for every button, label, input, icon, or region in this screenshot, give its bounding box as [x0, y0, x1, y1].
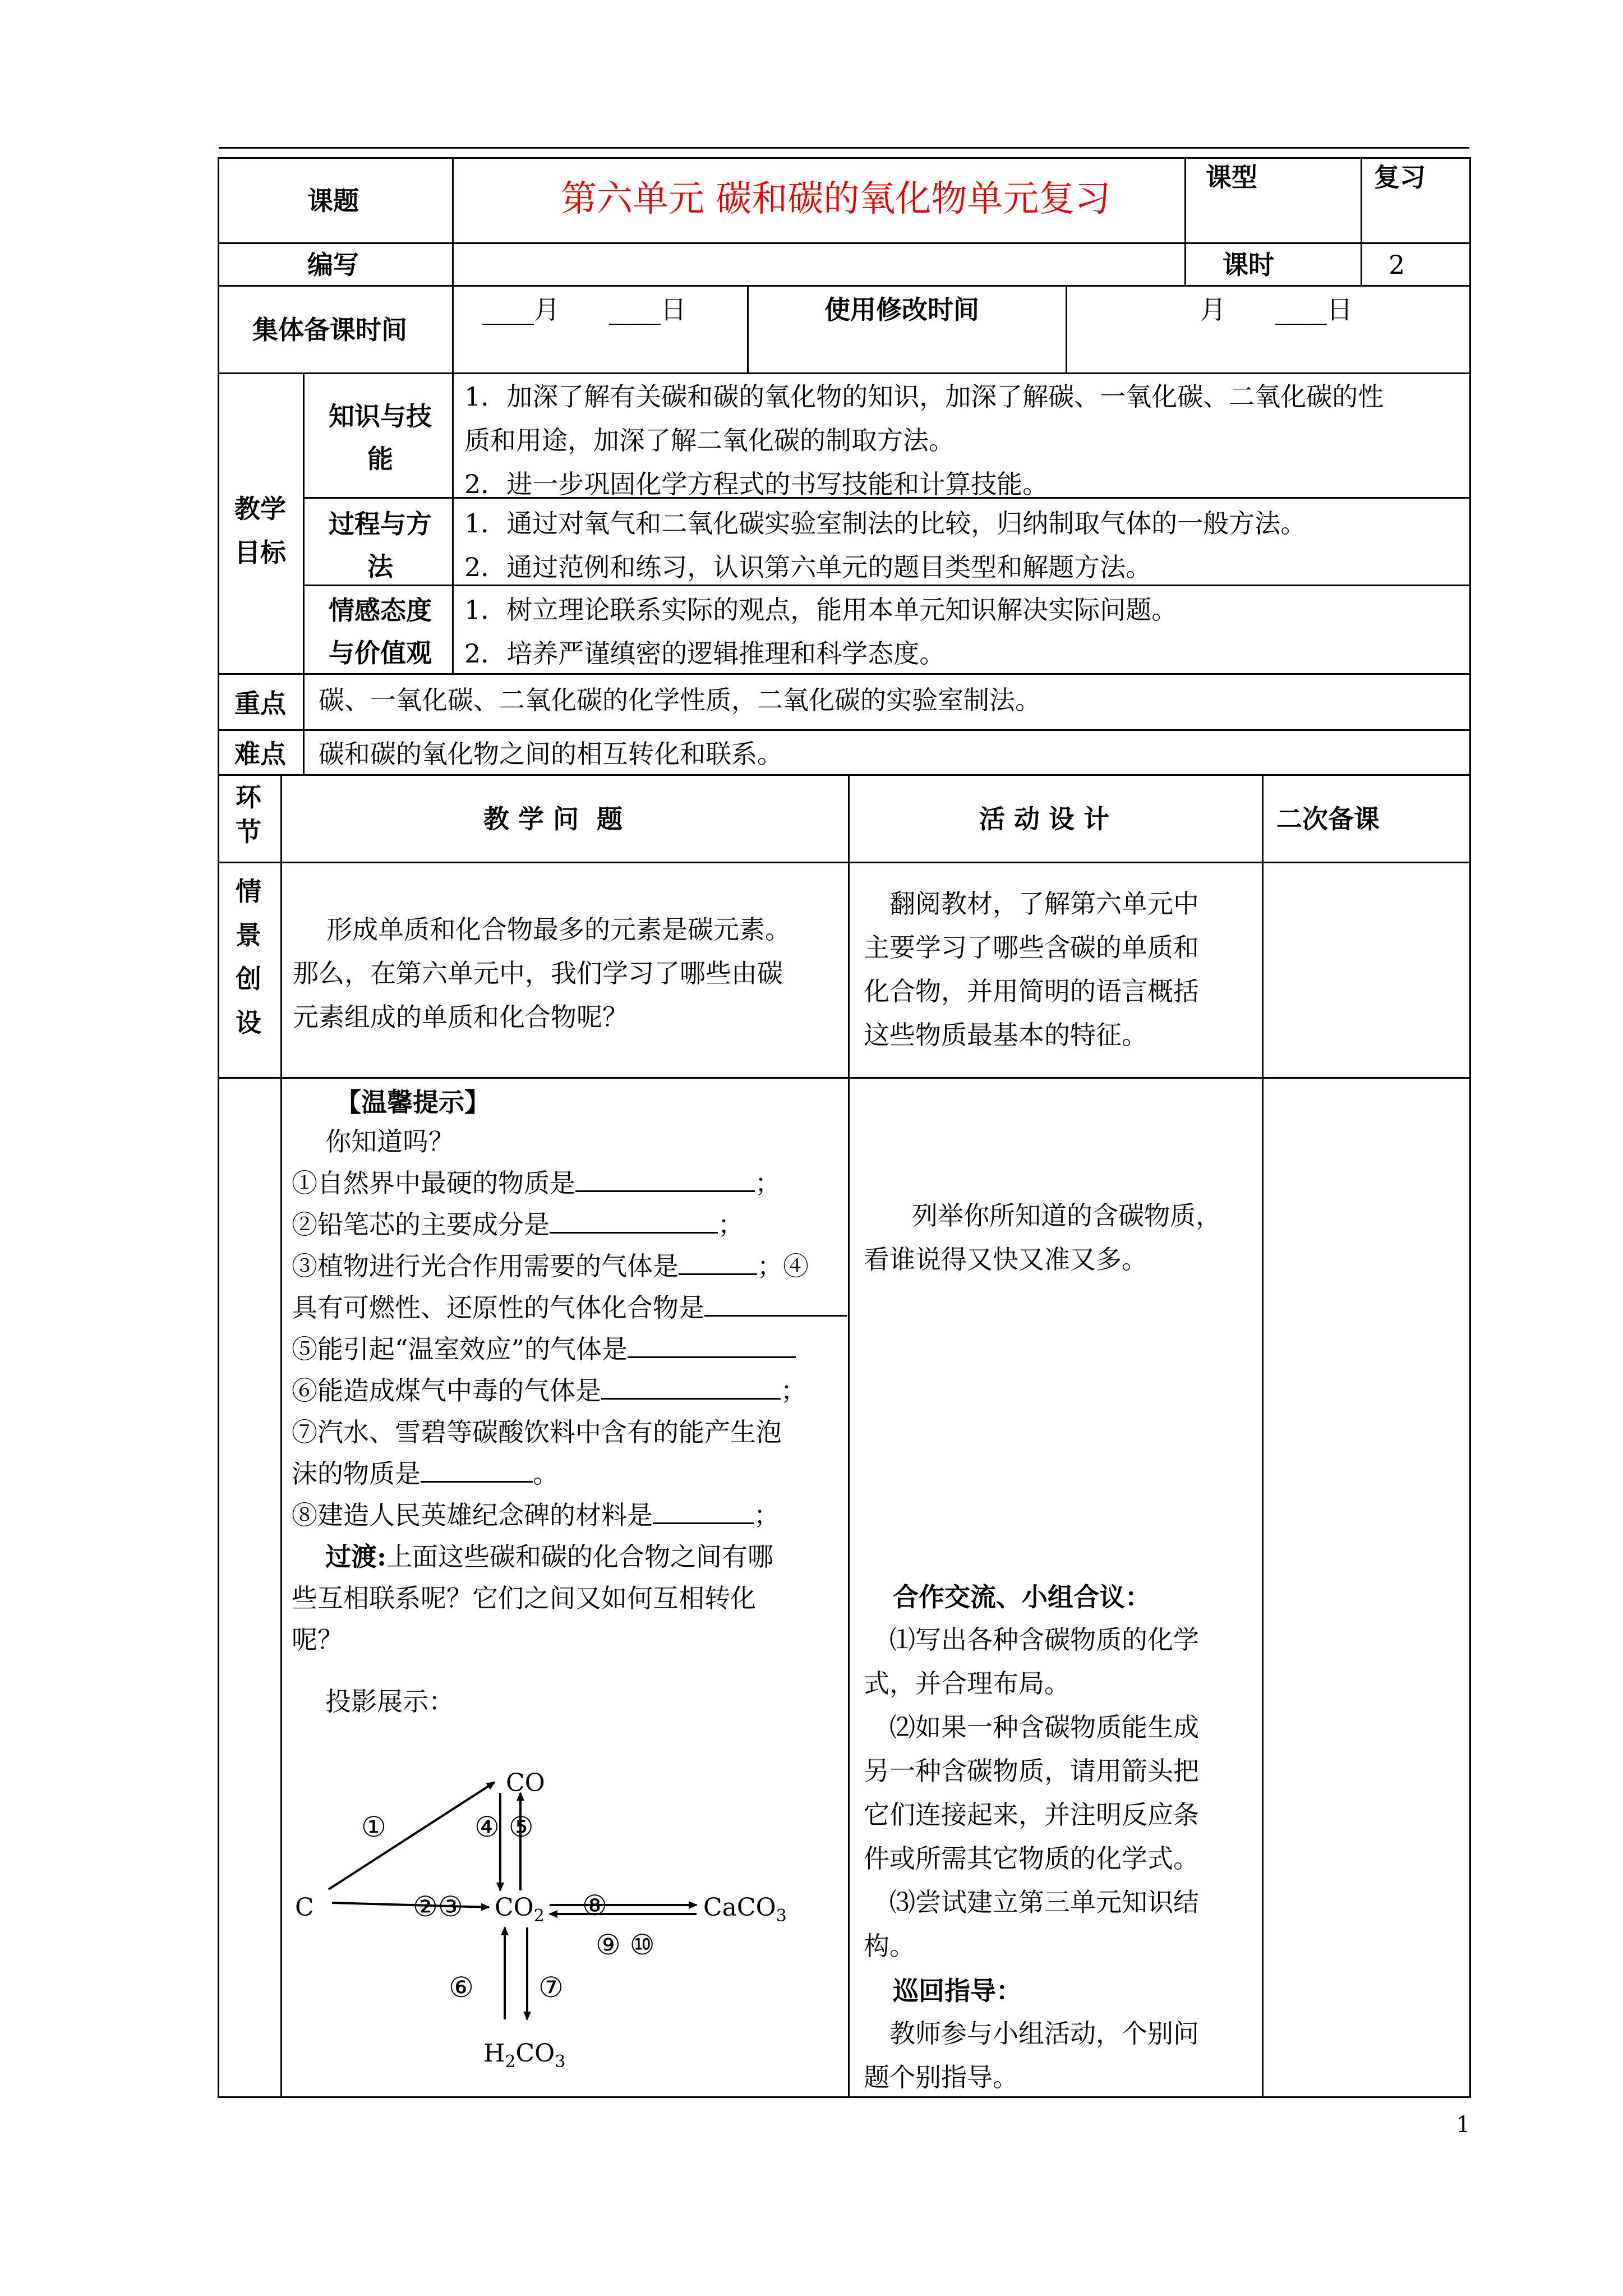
- tips-q4: [292, 1286, 847, 1329]
- coop-line-2: 式，并合理布局。: [864, 1668, 1070, 1699]
- key-point-label: 重点: [234, 688, 286, 719]
- tips-q8: [292, 1493, 780, 1537]
- label-c: C: [295, 1893, 314, 1922]
- attitude-label: 情感态度与价值观: [329, 595, 432, 668]
- lesson-label: 课题: [307, 186, 359, 216]
- tips-q6-end: ；: [781, 1375, 806, 1406]
- tips-q1-end: ；: [755, 1168, 781, 1198]
- col-stage: 环节: [236, 782, 261, 847]
- tips-q7a: ⑦汽水、雪碧等碳酸饮料中含有的能产生泡: [292, 1417, 782, 1447]
- scene-question-line-2: 那么，在第六单元中，我们学习了哪些由碳: [293, 958, 783, 988]
- difficulty-label: 难点: [234, 739, 286, 769]
- blank-5[interactable]: [628, 1331, 796, 1358]
- label-n1: ①: [361, 1811, 386, 1843]
- knowledge-text: [464, 375, 1468, 506]
- blank-6[interactable]: [601, 1372, 781, 1400]
- scene-activity-line-4: 这些物质最基本的特征。: [864, 1020, 1147, 1050]
- tips-q3-end: ；④: [757, 1251, 809, 1281]
- key-point-text: 碳、一氧化碳、二氧化碳的化学性质，二氧化碳的实验室制法。: [319, 685, 1041, 715]
- process-line-2: 2．通过范例和练习，认识第六单元的题目类型和解题方法。: [464, 552, 1152, 582]
- transition-line-1: [325, 1535, 773, 1579]
- knowledge-line-1: 1．加深了解有关碳和碳的氧化物的知识，加深了解碳、一氧化碳、二氧化碳的性: [464, 381, 1384, 412]
- scene-activity-line-1: 翻阅教材，了解第六单元中: [889, 889, 1199, 919]
- tips-q1-text: ①自然界中最硬的物质是: [292, 1168, 575, 1198]
- tips-intro: 你知道吗？: [325, 1126, 454, 1157]
- blank-3[interactable]: [679, 1248, 757, 1275]
- scene-question-line-1: 形成单质和化合物最多的元素是碳元素。: [326, 914, 791, 945]
- period-label: 课时: [1223, 250, 1274, 280]
- scene-stage: 情景创设: [236, 876, 261, 1038]
- tips-q8-end: ；: [754, 1500, 780, 1530]
- attitude-line-1: 1．树立理论联系实际的观点，能用本单元知识解决实际问题。: [464, 595, 1178, 625]
- label-co: CO: [506, 1769, 545, 1797]
- label-co2-text: CO: [495, 1893, 534, 1922]
- label-n910: ⑨ ⑩: [596, 1929, 655, 1961]
- coop-line-6: 件或所需其它物质的化学式。: [864, 1843, 1199, 1874]
- page-number: 1: [1456, 2112, 1470, 2138]
- transition-line-3: 呢？: [292, 1625, 343, 1655]
- tips-q3: [292, 1244, 809, 1288]
- scene-question-line-3: 元素组成的单质和化合物呢？: [293, 1002, 628, 1032]
- blank-4[interactable]: [704, 1289, 847, 1317]
- top-rule: [219, 147, 1469, 149]
- transition-text-1: 上面这些碳和碳的化合物之间有哪: [386, 1542, 773, 1572]
- coop-line-4: 另一种含碳物质，请用箭头把: [864, 1756, 1199, 1786]
- scene-activity-line-3: 化合物，并用简明的语言概括: [864, 976, 1199, 1006]
- blank-7[interactable]: [421, 1455, 533, 1483]
- label-h2co3-co: CO: [515, 2039, 555, 2068]
- tips-q3-text: ③植物进行光合作用需要的气体是: [292, 1251, 679, 1281]
- label-co2-sub: 2: [533, 1906, 545, 1926]
- label-co2: [495, 1894, 545, 1930]
- blank-1[interactable]: [575, 1165, 755, 1192]
- label-h2co3-sub: 3: [555, 2052, 566, 2072]
- process-text: [464, 501, 1468, 589]
- list-line-2: 看谁说得又快又准又多。: [864, 1244, 1147, 1274]
- tips-title: 【温馨提示】: [335, 1087, 490, 1117]
- transition-line-2: 些互相联系呢？它们之间又如何互相转化: [292, 1583, 756, 1613]
- coop-line-7: ⑶尝试建立第三单元知识结: [889, 1887, 1199, 1917]
- guide-line-2: 题个别指导。: [864, 2062, 1018, 2092]
- label-h2co3-h-sub: 2: [505, 2052, 516, 2072]
- revise-time-value: 月 ____日: [1200, 295, 1353, 325]
- tips-q5-text: ⑤能引起“温室效应”的气体是: [292, 1334, 628, 1364]
- col-question: 教 学 问 题: [483, 804, 623, 834]
- blank-2[interactable]: [550, 1206, 718, 1234]
- difficulty-text: 碳和碳的氧化物之间的相互转化和联系。: [319, 739, 783, 769]
- list-line-1: 列举你所知道的含碳物质，: [912, 1200, 1221, 1231]
- scene-activity: [864, 882, 1256, 1057]
- label-h2co3: [483, 2040, 565, 2076]
- label-n7: ⑦: [538, 1971, 564, 2004]
- label-n6: ⑥: [449, 1971, 474, 2004]
- attitude-line-2: 2．培养严谨缜密的逻辑推理和科学态度。: [464, 638, 946, 669]
- knowledge-line-2: 质和用途，加深了解二氧化碳的制取方法。: [464, 425, 955, 455]
- scene-question: [293, 908, 842, 1039]
- revise-time-label: 使用修改时间: [824, 295, 979, 325]
- label-n8: ⑧: [582, 1889, 607, 1922]
- label-n23: ②③: [413, 1890, 463, 1923]
- tips-q7b-text: 沫的物质是: [292, 1458, 421, 1489]
- scene-activity-line-2: 主要学习了哪些含碳的单质和: [864, 932, 1199, 963]
- tips-q4-text: 具有可燃性、还原性的气体化合物是: [292, 1292, 704, 1323]
- arrow-c-to-co2: [332, 1903, 489, 1907]
- attitude-text: [464, 588, 1468, 675]
- coop-title: 合作交流、小组合议：: [893, 1582, 1151, 1612]
- col-second-prep: 二次备课: [1276, 804, 1380, 834]
- knowledge-label: 知识与技能: [329, 401, 432, 474]
- guide-line-1: 教师参与小组活动，个别问: [889, 2018, 1199, 2049]
- prep-time-label: 集体备课时间: [252, 315, 407, 345]
- tips-q2-text: ②铅笔芯的主要成分是: [292, 1209, 550, 1240]
- arrow-c-to-co: [329, 1782, 495, 1889]
- projection-label: 投影展示：: [325, 1686, 454, 1717]
- coop-line-8: 构。: [864, 1931, 915, 1961]
- coop-line-5: 它们连接起来，并注明反应条: [864, 1800, 1199, 1830]
- prep-time-value: ____月 ____日: [482, 295, 686, 325]
- process-label: 过程与方法: [329, 509, 432, 582]
- transition-label: 过渡:: [325, 1542, 386, 1572]
- guide-title: 巡回指导：: [893, 1976, 1022, 2006]
- type-label: 课型: [1206, 162, 1257, 192]
- knowledge-line-3: 2．进一步巩固化学方程式的书写技能和计算技能。: [464, 469, 1049, 499]
- type-value: 复习: [1374, 162, 1426, 192]
- guide-text: [864, 2012, 1256, 2099]
- tips-q7b-end: 。: [533, 1458, 559, 1489]
- tips-q7b: [292, 1452, 559, 1496]
- label-h2co3-h: H: [483, 2039, 505, 2068]
- tips-q6-text: ⑥能造成煤气中毒的气体是: [292, 1375, 601, 1406]
- coop-list: [864, 1618, 1256, 1968]
- tips-q2-end: ；: [718, 1209, 744, 1240]
- tips-q2: [292, 1203, 744, 1246]
- reaction-diagram: [286, 1750, 847, 2076]
- label-caco3: [703, 1894, 787, 1930]
- col-activity: 活 动 设 计: [979, 804, 1110, 834]
- author-label: 编写: [307, 250, 359, 280]
- coop-line-1: ⑴写出各种含碳物质的化学: [889, 1625, 1199, 1655]
- period-value: 2: [1389, 250, 1405, 280]
- lesson-title: 第六单元 碳和碳的氧化物单元复习: [561, 178, 1111, 220]
- label-caco3-sub: 3: [776, 1906, 787, 1926]
- tips-q6: [292, 1369, 806, 1412]
- tips-block: [292, 1080, 847, 1686]
- label-n45: ④ ⑤: [474, 1811, 534, 1843]
- blank-8[interactable]: [653, 1497, 754, 1524]
- goals-label: 教学目标: [234, 494, 286, 568]
- tips-q1: [292, 1161, 781, 1205]
- tips-q8-text: ⑧建造人民英雄纪念碑的材料是: [292, 1500, 653, 1530]
- label-caco3-text: CaCO: [703, 1893, 776, 1922]
- process-line-1: 1．通过对氧气和二氧化碳实验室制法的比较，归纳制取气体的一般方法。: [464, 508, 1307, 539]
- coop-line-3: ⑵如果一种含碳物质能生成: [889, 1712, 1199, 1742]
- tips-q5: [292, 1327, 796, 1371]
